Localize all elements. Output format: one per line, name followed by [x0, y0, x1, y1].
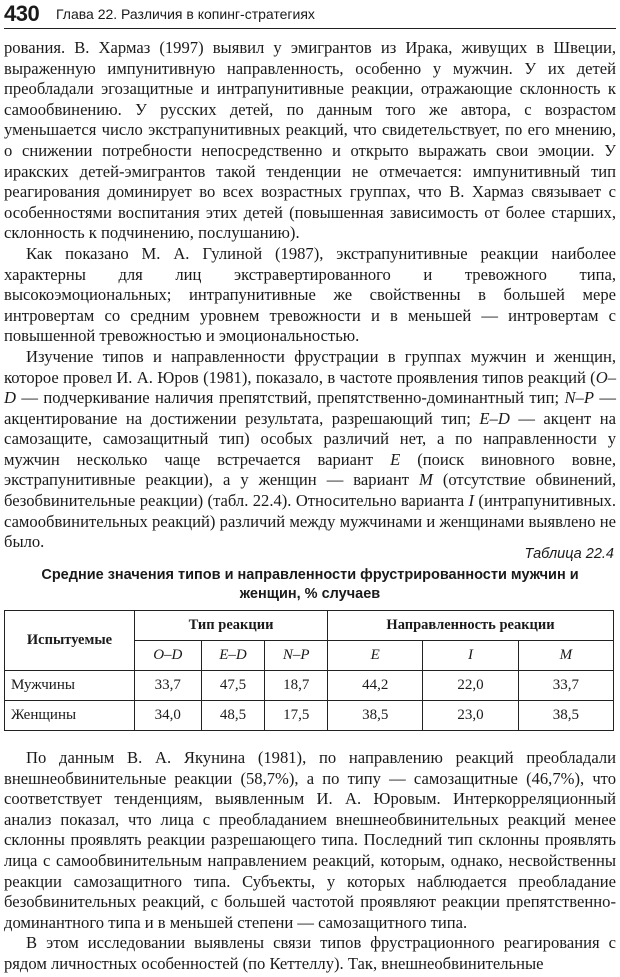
page-header	[4, 2, 616, 29]
body-text-top	[4, 38, 616, 553]
text-run: — акцент на самозащите, самозащитный тип) особых различий нет, а по направленности у мужчин несколько чаще встречается вариант	[4, 408, 616, 469]
text-run: (поиск виновного вовне, экстрапунитивные реакции), а у женщин — вариант	[4, 449, 616, 490]
text-run: рования. В. Хармаз (1997) выявил у эмигрантов из Ирака, живущих в Швеции, выраженную импунитивную направленность, особенно у мужчин. У их детей преобладали эгозащитные и интрапунитивные реакции, отражающие склонность к самообвинению. У русских детей, по данным того же автора, с возрастом уменьшается число экстрапунитивных реакций, что свидетельствует, по его мнению, о снижении потребности непосредственно и открыто выражать свои эмоции. У иракских детей-эмигрантов такой тенденции не отмечается: импунитивный тип реагирования доминирует во всех возрастных группах, что В. Хармаз связывает с особенностями воспитания этих детей (повышенная зависимость от более старших, склонность к подчинению, послушанию).	[4, 38, 616, 243]
formula-ed: E–D	[479, 408, 510, 428]
row-label-cell: Женщины	[5, 701, 135, 731]
subheader-cell: N–P	[265, 641, 328, 671]
group-header-reaction-type: Тип реакции	[135, 611, 328, 641]
text-run: Изучение типов и направленности фрустрации в группах мужчин и женщин, которое провел И. А. Юров (1981), показало, в частоте проявления типов реакций (	[4, 346, 616, 387]
value-cell: 33,7	[135, 671, 202, 701]
text-run: — подчеркивание наличия препятствий, препятственно-доминантный тип;	[15, 388, 565, 408]
value-cell: 18,7	[265, 671, 328, 701]
chapter-title: Глава 22. Различия в копинг-стратегиях	[56, 6, 315, 22]
paragraph	[4, 933, 616, 974]
paragraph	[4, 38, 616, 244]
group-header-reaction-direction: Направленность реакции	[328, 611, 614, 641]
text-run: Как показано М. А. Гулиной (1987), экстрапунитивные реакции наиболее характерны для лиц экстравертированного и тревожного типа, высокоэмоциональных; интрапунитивные же свойственны в большей мере интровертам со средним уровнем тревожности и в меньшей — интровертам с повышенной тревожностью и эмоциональностью.	[4, 243, 616, 346]
value-cell: 48,5	[201, 701, 265, 731]
text-run: По данным В. А. Якунина (1981), по направлению реакций преобладали внешнеобвинительные реакции (58,7%), а по типу — самозащитные (46,7%), что соответствует тенденциям, выявленным И. А. Юровым. Интеркорреляционный анализ показал, что лица с преобладанием внешнеобвинительных реакций менее склонны проявлять реакции разрешающего типа. Последний тип склонны проявлять лица с самообвинительным направлением реакций, которым, однако, несвойственны реакции самозащитного типа. Субъекты, у которых наблюдается преобладание безобвинительных реакций, с большей частотой проявляют реакции препятственно-доминантного типа и в меньшей степени — самозащитного типа.	[4, 748, 616, 932]
value-cell: 33,7	[518, 671, 613, 701]
value-cell: 47,5	[201, 671, 265, 701]
table-title: Средние значения типов и направленности фрустрированности мужчин и женщин, % случаев	[41, 567, 579, 602]
data-table	[4, 610, 614, 731]
subheader-cell: I	[423, 641, 518, 671]
body-text-bottom	[4, 748, 616, 975]
value-cell: 34,0	[135, 701, 202, 731]
value-cell: 38,5	[518, 701, 613, 731]
formula-np: N–P	[564, 388, 594, 408]
text-run: (интрапунитивных. самообвинительных реакций) различий между мужчинами и женщинами выявлено не было.	[4, 491, 616, 552]
subheader-cell: M	[518, 641, 613, 671]
paragraph	[4, 347, 616, 553]
value-cell: 22,0	[423, 671, 518, 701]
value-cell: 23,0	[423, 701, 518, 731]
row-label-cell: Мужчины	[5, 671, 135, 701]
paragraph	[4, 748, 616, 933]
table-row	[5, 701, 614, 731]
subheader-cell: O–D	[135, 641, 202, 671]
table-caption-label: Таблица 22.4	[524, 546, 614, 562]
page-number: 430	[4, 1, 40, 26]
variant-i: I	[468, 491, 475, 511]
text-run: (отсутствие обвинений, безобвинительные реакции) (табл. 22.4). Относительно варианта	[4, 470, 616, 511]
paragraph	[4, 244, 616, 347]
variant-m: M	[418, 470, 433, 490]
variant-e: E	[390, 449, 401, 469]
row-header-cell: Испытуемые	[5, 611, 135, 671]
value-cell: 44,2	[328, 671, 423, 701]
value-cell: 17,5	[265, 701, 328, 731]
table-row	[5, 671, 614, 701]
value-cell: 38,5	[328, 701, 423, 731]
text-run: В этом исследовании выявлены связи типов фрустрационного реагирования с рядом личностных особенностей (по Кеттеллу). Так, внешнеобвинительные	[4, 933, 616, 973]
table-header-row	[5, 611, 614, 641]
text-run: — акцентирование на достижении результата, разрешающий тип;	[4, 388, 616, 428]
subheader-cell: E–D	[201, 641, 265, 671]
formula-od: O–D	[4, 367, 616, 408]
subheader-cell: E	[328, 641, 423, 671]
